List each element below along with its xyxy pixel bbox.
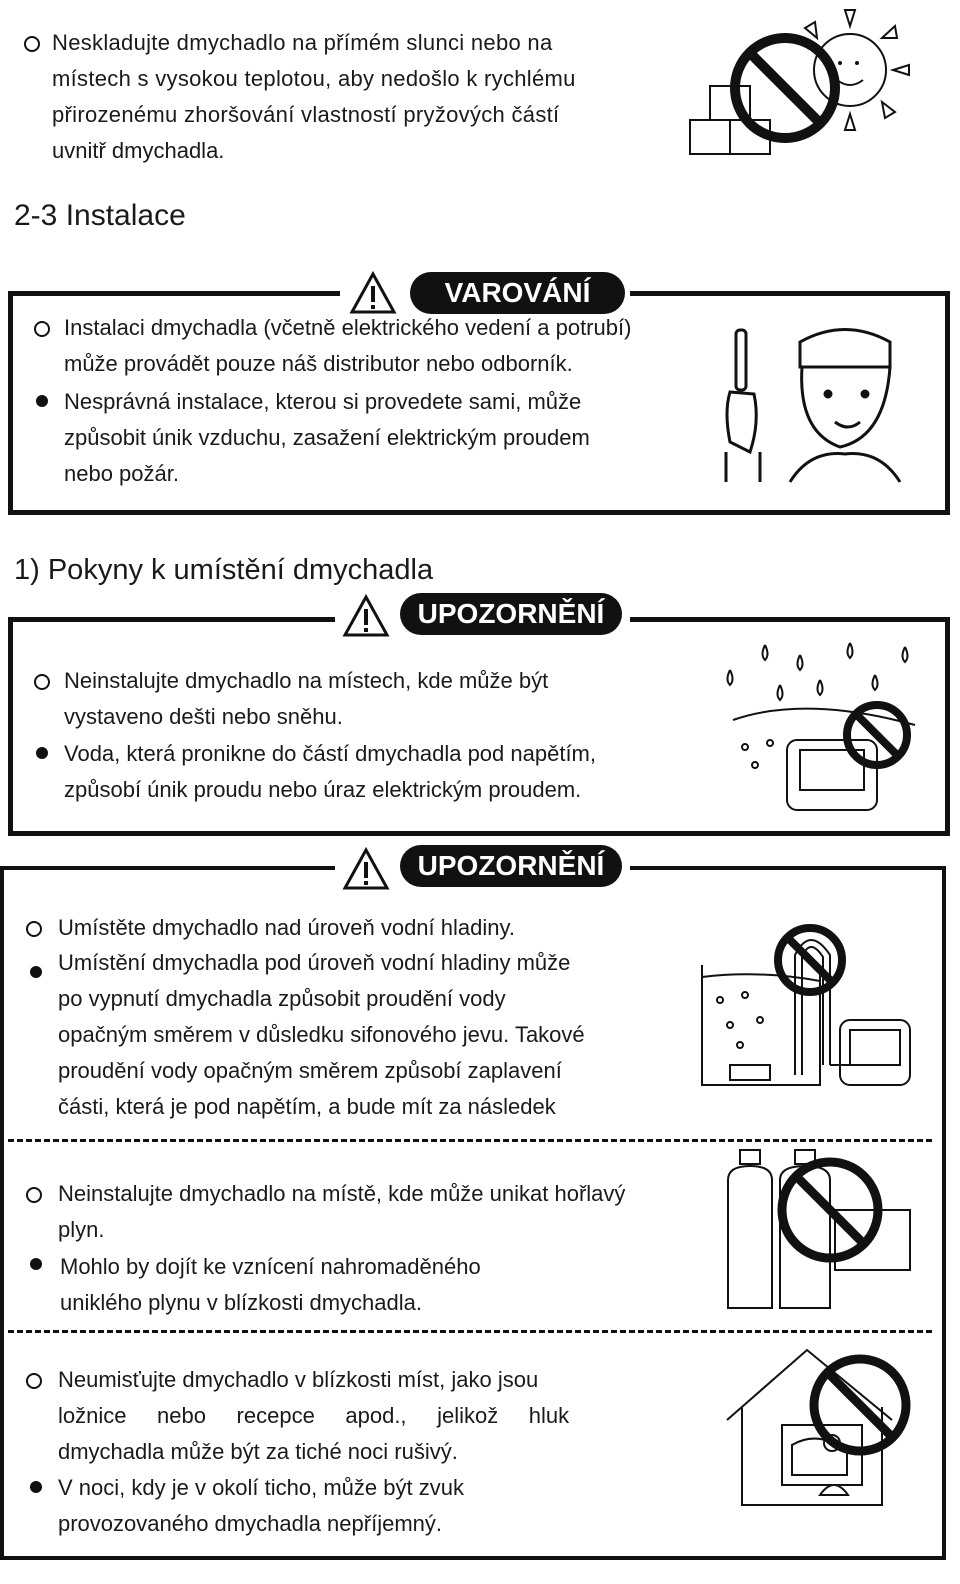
dot-bullet (30, 966, 42, 978)
house-night-prohibited-icon (722, 1345, 927, 1525)
text-line: může provádět pouze náš distributor nebo odborník. (64, 351, 573, 376)
text-line: Nesprávná instalace, kterou si provedete sami, může (64, 389, 582, 414)
water-siphon-prohibited-icon (700, 915, 940, 1095)
text-line: uniklého plynu v blízkosti dmychadla. (60, 1290, 422, 1315)
text-line: přirozenému zhoršování vlastností pryžových částí (52, 102, 560, 127)
circle-bullet (26, 1187, 42, 1203)
text-line: místech s vysokou teplotou, aby nedošlo k rychlému (52, 66, 576, 91)
sun-prohibited-icon (685, 8, 925, 158)
section-title: 2-3 Instalace (14, 199, 186, 232)
technician-icon (720, 322, 905, 487)
text-line: opačným směrem v důsledku sifonového jevu. Takové (58, 1022, 585, 1047)
dot-bullet (30, 1481, 42, 1493)
text-line: Neumisťujte dmychadlo v blízkosti míst, jako jsou (58, 1367, 539, 1392)
divider (8, 1330, 932, 1333)
text-line: ložnice nebo recepce apod., jelikož hluk (58, 1403, 570, 1428)
text-line: části, která je pod napětím, a bude mít za následek (58, 1094, 556, 1119)
circle-bullet (34, 321, 50, 337)
text-line: vystaveno dešti nebo sněhu. (64, 704, 343, 729)
text-line: Instalaci dmychadla (včetně elektrického vedení a potrubí) (64, 315, 632, 340)
circle-bullet (24, 36, 40, 52)
text-line: proudění vody opačným směrem způsobí zaplavení (58, 1058, 562, 1083)
dot-bullet (36, 747, 48, 759)
text-line: nebo požár. (64, 461, 179, 486)
circle-bullet (34, 674, 50, 690)
caution-badge: UPOZORNĚNÍ (400, 845, 622, 887)
warning-triangle-icon (343, 848, 389, 890)
text-line: Neskladujte dmychadlo na přímém slunci nebo na (52, 30, 553, 55)
text-line: Mohlo by dojít ke vznícení nahromaděného (60, 1254, 481, 1279)
text-line: způsobit únik vzduchu, zasažení elektrickým proudem (64, 425, 590, 450)
text-line: provozovaného dmychadla nepříjemný. (58, 1511, 443, 1536)
text-line: plyn. (58, 1217, 105, 1242)
text-line: dmychadla může být za tiché noci rušivý. (58, 1439, 458, 1464)
circle-bullet (26, 921, 42, 937)
caution-badge: UPOZORNĚNÍ (400, 593, 622, 635)
text-line: uvnitř dmychadla. (52, 138, 225, 163)
subsection-title: 1) Pokyny k umístění dmychadla (14, 554, 434, 586)
divider (8, 1139, 932, 1142)
text-line: Umístění dmychadla pod úroveň vodní hladiny může (58, 950, 571, 975)
gas-cylinder-prohibited-icon (720, 1150, 930, 1315)
warning-badge: VAROVÁNÍ (410, 272, 625, 314)
dot-bullet (36, 395, 48, 407)
text-line: Umístěte dmychadlo nad úroveň vodní hladiny. (58, 915, 515, 940)
text-line: Neinstalujte dmychadlo na místech, kde může být (64, 668, 549, 693)
text-line: Voda, která pronikne do částí dmychadla pod napětím, (64, 741, 596, 766)
circle-bullet (26, 1373, 42, 1389)
text-line: způsobí únik proudu nebo úraz elektrickým proudem. (64, 777, 582, 802)
dot-bullet (30, 1258, 42, 1270)
warning-triangle-icon (343, 595, 389, 637)
text-line: Neinstalujte dmychadlo na místě, kde může unikat hořlavý (58, 1181, 626, 1206)
text-line: po vypnutí dmychadla způsobit proudění vody (58, 986, 506, 1011)
warning-triangle-icon (350, 272, 396, 314)
text-line: V noci, kdy je v okolí ticho, může být zvuk (58, 1475, 464, 1500)
rain-prohibited-icon (725, 635, 925, 820)
